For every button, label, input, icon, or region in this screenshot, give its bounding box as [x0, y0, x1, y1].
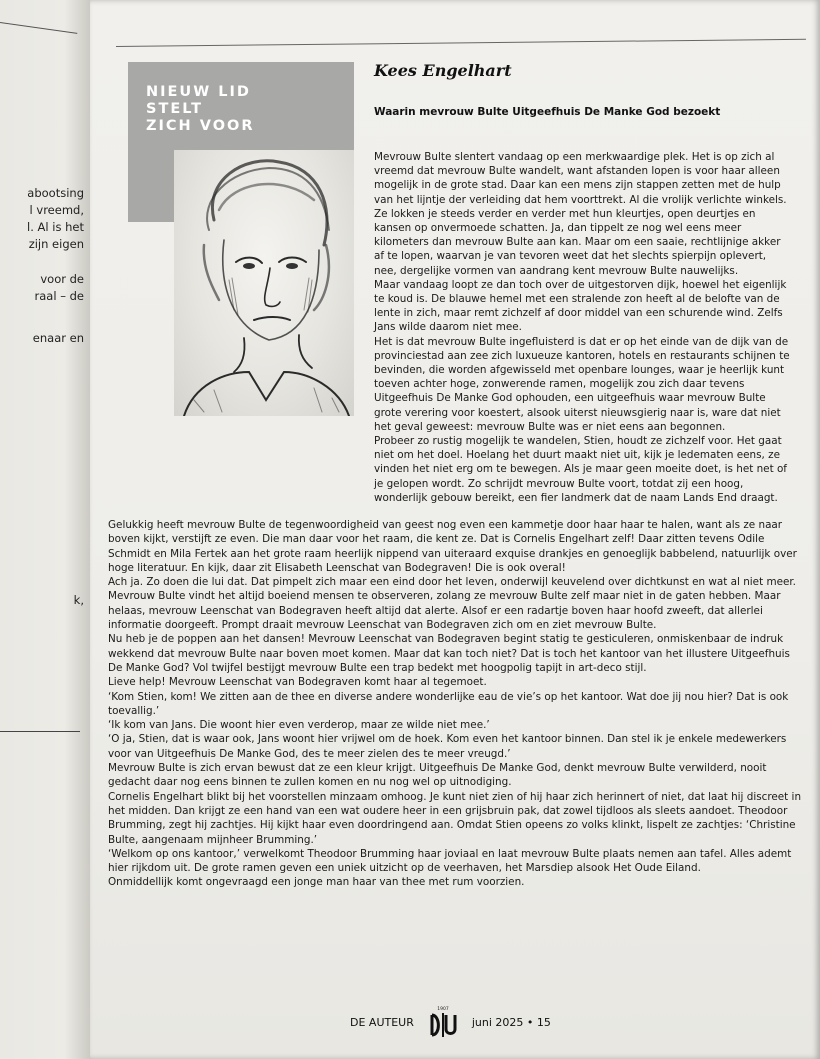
- author-portrait-sketch: [174, 150, 354, 416]
- article-paragraph: Nu heb je de poppen aan het dansen! Mevrouw Leenschat van Bodegraven begint statig te gesticuleren, onmiskenbaar de indruk wekkend dat mevrouw Bulte naar boven moet komen. Maar dat kan toch niet? Dat is toch het kantoor van het illustere Uitgeefhuis De Manke God? Vol twijfel bestijgt mevrouw Bulte een trap bedekt met hoogpolig tapijt in art-deco stijl.: [108, 633, 790, 674]
- badge-line: STELT: [146, 101, 203, 117]
- left-page-line: zijn eigen: [28, 237, 84, 251]
- article-paragraph: Mevrouw Bulte vindt het altijd boeiend mensen te observeren, zolang ze mevrouw Bulte zelf maar niet in de gaten hebben. Maar helaas, mevrouw Leenschat van Bodegraven heeft altijd dat alerte. Alsof er een radartje boven haar hoofd zweeft, dat allerlei informatie doorgeeft. Prompt draait mevrouw Leenschat van Bodegraven zich om en ziet mevrouw Bulte.: [108, 590, 781, 632]
- de-auteur-logo-icon: [428, 1005, 458, 1039]
- article-paragraph: Onmiddellijk komt ongevraagd een jonge man haar van thee met rum voorzien.: [108, 876, 525, 889]
- article-paragraph: Cornelis Engelhart blikt bij het voorstellen minzaam omhoog. Je kunt niet zien of hij haar zich herinnert of niet, dat laat hij discreet in het midden. Dan krijgt ze een hand van een wat oudere heer in een grijsbruin pak, dat zowel tijdloos als sleets aandoet. Theodoor Brumming, zegt hij zachtjes. Hij kijkt haar even doordringend aan. Omdat Stien opeens zo volks klinkt, lispelt ze zachtjes: ‘Christine Bulte, aangenaam mijnheer Brumming.’: [108, 790, 802, 846]
- left-page-divider: [0, 731, 80, 732]
- left-page-line: voor de: [40, 272, 84, 286]
- left-page-line: abootsing: [27, 186, 84, 200]
- left-page-line: l vreemd,: [29, 203, 84, 217]
- badge-line: ZICH VOOR: [146, 118, 255, 134]
- badge-line: NIEUW LID: [146, 84, 251, 100]
- logo-year: 1907: [437, 1007, 449, 1012]
- article-paragraph: Ach ja. Zo doen die lui dat. Dat pimpelt zich maar een eind door het leven, onderwijl keuvelend over dichtkunst en wat al niet meer.: [108, 576, 796, 589]
- left-page-line: enaar en: [32, 331, 84, 345]
- article-paragraph: Het is dat mevrouw Bulte ingefluisterd is dat er op het einde van de dijk van de provinciestad aan zee zich luxueuze kantoren, hotels en restaurants schijnen te bevinden, die worden afgewisseld met openbare lounges, waar je heerlijk kunt toeven achter hoge, zonwerende ramen, mogelijk zou zich daar tevens Uitgeefhuis De Manke God ophouden, een uitgeefhuis waar mevrouw Bulte grote verering voor koestert, alsook uiterst nieuwsgierig naar is, ware dat niet het geval geweest: mevrouw Bulte was er niet eens aan begonnen.: [374, 335, 790, 433]
- header-rule: [116, 39, 806, 47]
- badge-text: [146, 84, 255, 135]
- left-page-rule: [0, 22, 77, 34]
- article-paragraph: ‘Welkom op ons kantoor,’ verwelkomt Theodoor Brumming haar joviaal en laat mevrouw Bulte plaats nemen aan tafel. Alles ademt hier rijkdom uit. De grote ramen geven een uniek uitzicht op de veerhaven, het Marsdiep alsook Het Oude Eiland.: [108, 847, 792, 875]
- article-paragraph: Maar vandaag loopt ze dan toch over de uitgestorven dijk, hoewel het eigenlijk te koud is. De blauwe hemel met een stralende zon heeft al de belofte van de lente in zich, maar remt zichzelf af door middel van een schurende wind. Zelfs Jans wilde daarom niet mee.: [374, 278, 787, 334]
- article-paragraph: ‘Kom Stien, kom! We zitten aan de thee en diverse andere wonderlijke eau de vie’s op het kantoor. Wat doe jij nou hier? Dat is ook toevallig.’: [108, 690, 789, 717]
- article-paragraph: Probeer zo rustig mogelijk te wandelen, Stien, houdt ze zichzelf voor. Het gaat niet om het doel. Hoelang het duurt maakt niet uit, kijk je ledematen eens, ze vinden het niet erg om te bewegen. Als je maar geen moeite doet, is het net of je gelopen wordt. Zo schrijdt mevrouw Bulte voort, totdat zij een hoog, wonderlijk gebouw bereikt, een fier landmerk dat de naam Lands End draagt.: [374, 435, 787, 504]
- page-footer: [350, 1005, 551, 1039]
- article-paragraph: Gelukkig heeft mevrouw Bulte de tegenwoordigheid van geest nog even een kammetje door haar haar te halen, want als ze naar boven kijkt, verstijft ze even. Die man daar voor het raam, die kent ze. Dat is Cornelis Engelhart zelf! Daar zitten tevens Odile Schmidt en Mila Fertek aan het grote raam heerlijk nippend van uiteraard exquise drankjes en genoeglijk babbelend, natuurlijk over hoge literatuur. En kijk, daar zit Elisabeth Leenschat van Bodegraven! Die is ook overal!: [108, 519, 797, 574]
- article-paragraph: ‘O ja, Stien, dat is waar ook, Jans woont hier vrijwel om de hoek. Kom even het kantoor binnen. Dan stel ik je enkele medewerkers voor van Uitgeefhuis De Manke God, des te meer zielen des te meer vreugd.’: [108, 733, 787, 760]
- article-subtitle: Waarin mevrouw Bulte Uitgeefhuis De Manke God bezoekt: [374, 106, 721, 118]
- portrait-drawing: [174, 150, 354, 416]
- left-page: [0, 0, 92, 1059]
- left-page-line: k,: [73, 593, 84, 607]
- article-paragraph: ‘Ik kom van Jans. Die woont hier even verderop, maar ze wilde niet mee.’: [108, 719, 490, 732]
- article-body-right-column: [374, 150, 790, 505]
- article-paragraph: Mevrouw Bulte is zich ervan bewust dat ze een kleur krijgt. Uitgeefhuis De Manke God, denkt mevrouw Bulte verwilderd, nooit gedacht daar nog eens binnen te zullen komen en nu nog wel op uitnodiging.: [108, 762, 767, 789]
- issue-and-page-number: juni 2025 • 15: [471, 1015, 551, 1029]
- article-page: [90, 0, 820, 1059]
- left-page-line: raal – de: [34, 289, 84, 303]
- magazine-name: DE AUTEUR: [350, 1015, 414, 1029]
- left-page-line: l. Al is het: [27, 220, 84, 234]
- article-body-full-width: [108, 518, 804, 890]
- article-paragraph: Mevrouw Bulte slentert vandaag op een merkwaardige plek. Het is op zich al vreemd dat mevrouw Bulte wandelt, want afstanden lopen is voor haar alleen mogelijk in de grote stad. Daar kan een mens zijn stappen zetten met de hulp van het lijntje der verleiding dat hem voorttrekt. Al die vrolijk verlichte winkels. Ze lokken je steeds verder en verder met hun kleurtjes, open deurtjes en kansen op onvermoede schatten. Ja, dan tippelt ze nog wel eens meer kilometers dan mevrouw Bulte aan kan. Maar om een saaie, rechtlijnige akker af te lopen, waarvan je van tevoren weet dat het slechts spierpijn oplevert, nee, dergelijke vormen van aandrang kent mevrouw Bulte nauwelijks.: [374, 151, 787, 277]
- article-paragraph: Lieve help! Mevrouw Leenschat van Bodegraven komt haar al tegemoet.: [108, 676, 487, 689]
- author-name: Kees Engelhart: [374, 61, 512, 80]
